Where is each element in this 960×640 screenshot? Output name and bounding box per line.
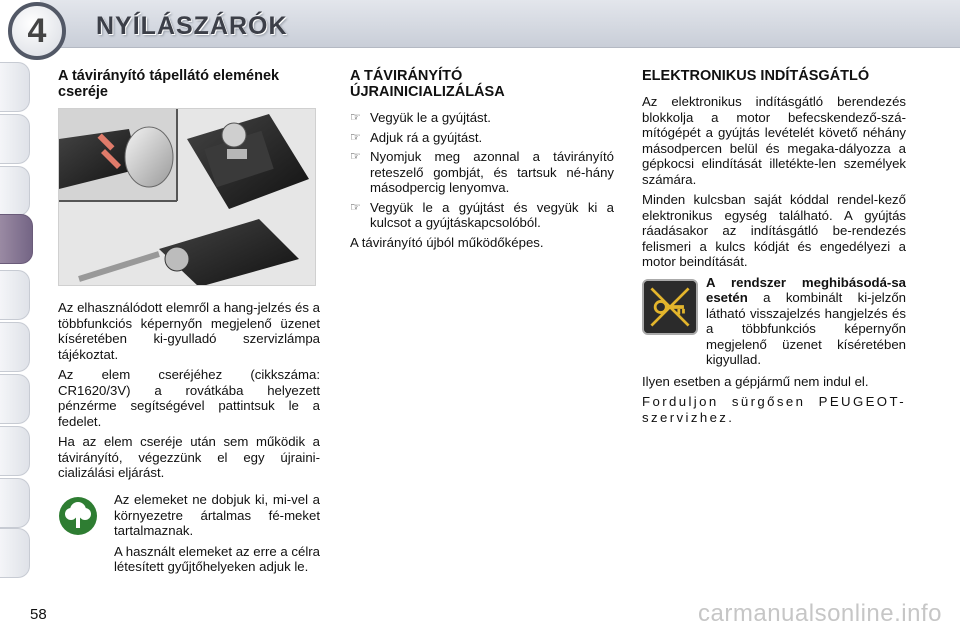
paragraph: Ilyen esetben a gépjármű nem indul el.: [642, 373, 869, 389]
chapter-header: [0, 0, 960, 56]
paragraph: Az elemeket ne dobjuk ki, mi-vel a környezetre ártalmas fé-meket tartalmaznak.: [114, 492, 320, 538]
warning-bold: A rendszer meghibásodá-sa esetén: [706, 274, 906, 305]
paragraph: Az elhasználódott elemről a hang-jelzés és a többfunkciós képernyőn megjelenő üzenet kíséretében ki-gyulladó szervizlámpa tájékoztat.: [58, 300, 320, 362]
section-heading: ELEKTRONIKUS INDÍTÁSGÁTLÓ: [642, 68, 870, 84]
chapter-tab[interactable]: [0, 478, 30, 528]
section-heading: A távirányító tápellátó elemének cseréje: [58, 68, 280, 100]
watermark: carmanualsonline.info: [698, 600, 942, 627]
section-heading: A TÁVIRÁNYÍTÓ ÚJRAINICIALIZÁLÁSA: [350, 68, 505, 100]
chapter-tab[interactable]: [0, 426, 30, 476]
warning-text: [706, 275, 906, 368]
environment-note: [58, 492, 320, 580]
step-text: Vegyük le a gyújtást és vegyük ki a kulcsot a gyújtáskapcsolóból.: [370, 199, 614, 230]
step-item: [350, 149, 614, 196]
chapter-tab-active[interactable]: [0, 214, 33, 264]
chapter-tabs: [0, 62, 34, 578]
step-item: [350, 130, 614, 146]
chapter-tab[interactable]: [0, 374, 30, 424]
warning-rest: a kombinált ki-jelzőn látható visszajelzés hangjelzés és a többfunkciós képernyőn megjelenő üzenet kíséretében kigyullad.: [706, 290, 906, 367]
paragraph: Ha az elem cseréje után sem működik a távirányító, végezzünk el egy újraini-cializálási eljárást.: [58, 434, 320, 480]
chapter-tab[interactable]: [0, 322, 30, 372]
step-text: Adjuk rá a gyújtást.: [370, 129, 483, 145]
chapter-tab[interactable]: [0, 528, 30, 578]
result-text: A távirányító újból működőképes.: [350, 234, 544, 250]
chapter-tab[interactable]: [0, 62, 30, 112]
paragraph: A használt elemeket az erre a célra létesített gyűjtőhelyeken adjuk le.: [114, 543, 320, 574]
battery-replacement-section: [58, 68, 320, 486]
pointing-hand-icon: ☞: [350, 199, 361, 214]
pointing-hand-icon: ☞: [350, 110, 361, 124]
key-battery-photo: [58, 108, 316, 286]
pointing-hand-icon: ☞: [350, 129, 361, 144]
chapter-tab[interactable]: [0, 114, 30, 164]
step-text: Vegyük le a gyújtást.: [370, 110, 491, 125]
reinitialization-section: [350, 68, 614, 255]
paragraph: Minden kulcsban saját kóddal rendel-kező elektronikus egység található. A gyújtás ráadásakor az indításgátló be-rendezés felismeri a kulcs kódját és engedélyezi a motor beindítását.: [642, 192, 906, 269]
paragraph: Az elektronikus indításgátló berendezés blokkolja a motor befecskendező-szá-mítógépét a gyújtás levételét követő néhány másodpercen belül és megaka-dályozza a gépkocsi elindítását illetékte-len személyek számára.: [642, 94, 906, 187]
page-number: 58: [30, 606, 47, 623]
step-item: [350, 200, 614, 231]
immobiliser-section: [642, 68, 906, 430]
tree-environment-icon: [58, 496, 98, 536]
chapter-tab[interactable]: [0, 166, 30, 216]
key-warning-light-icon: [642, 279, 698, 335]
fault-warning: [642, 275, 906, 368]
pointing-hand-icon: ☞: [350, 149, 361, 163]
step-text: Nyomjuk meg azonnal a távirányító reteszelő gombját, és tartsuk né-hány másodpercig lenyomva.: [370, 149, 614, 195]
paragraph: Az elem cseréjéhez (cikkszáma: CR1620/3V) a rovátkába helyezett pénzérme segítségével pattintsuk le a fedelet.: [58, 367, 320, 429]
chapter-tab[interactable]: [0, 270, 30, 320]
chapter-title: NYÍLÁSZÁRÓK: [96, 12, 288, 40]
paragraph: Forduljon sürgősen PEUGEOT-szervizhez.: [642, 394, 906, 425]
step-item: [350, 110, 614, 126]
chapter-number-badge: 4: [8, 2, 66, 60]
